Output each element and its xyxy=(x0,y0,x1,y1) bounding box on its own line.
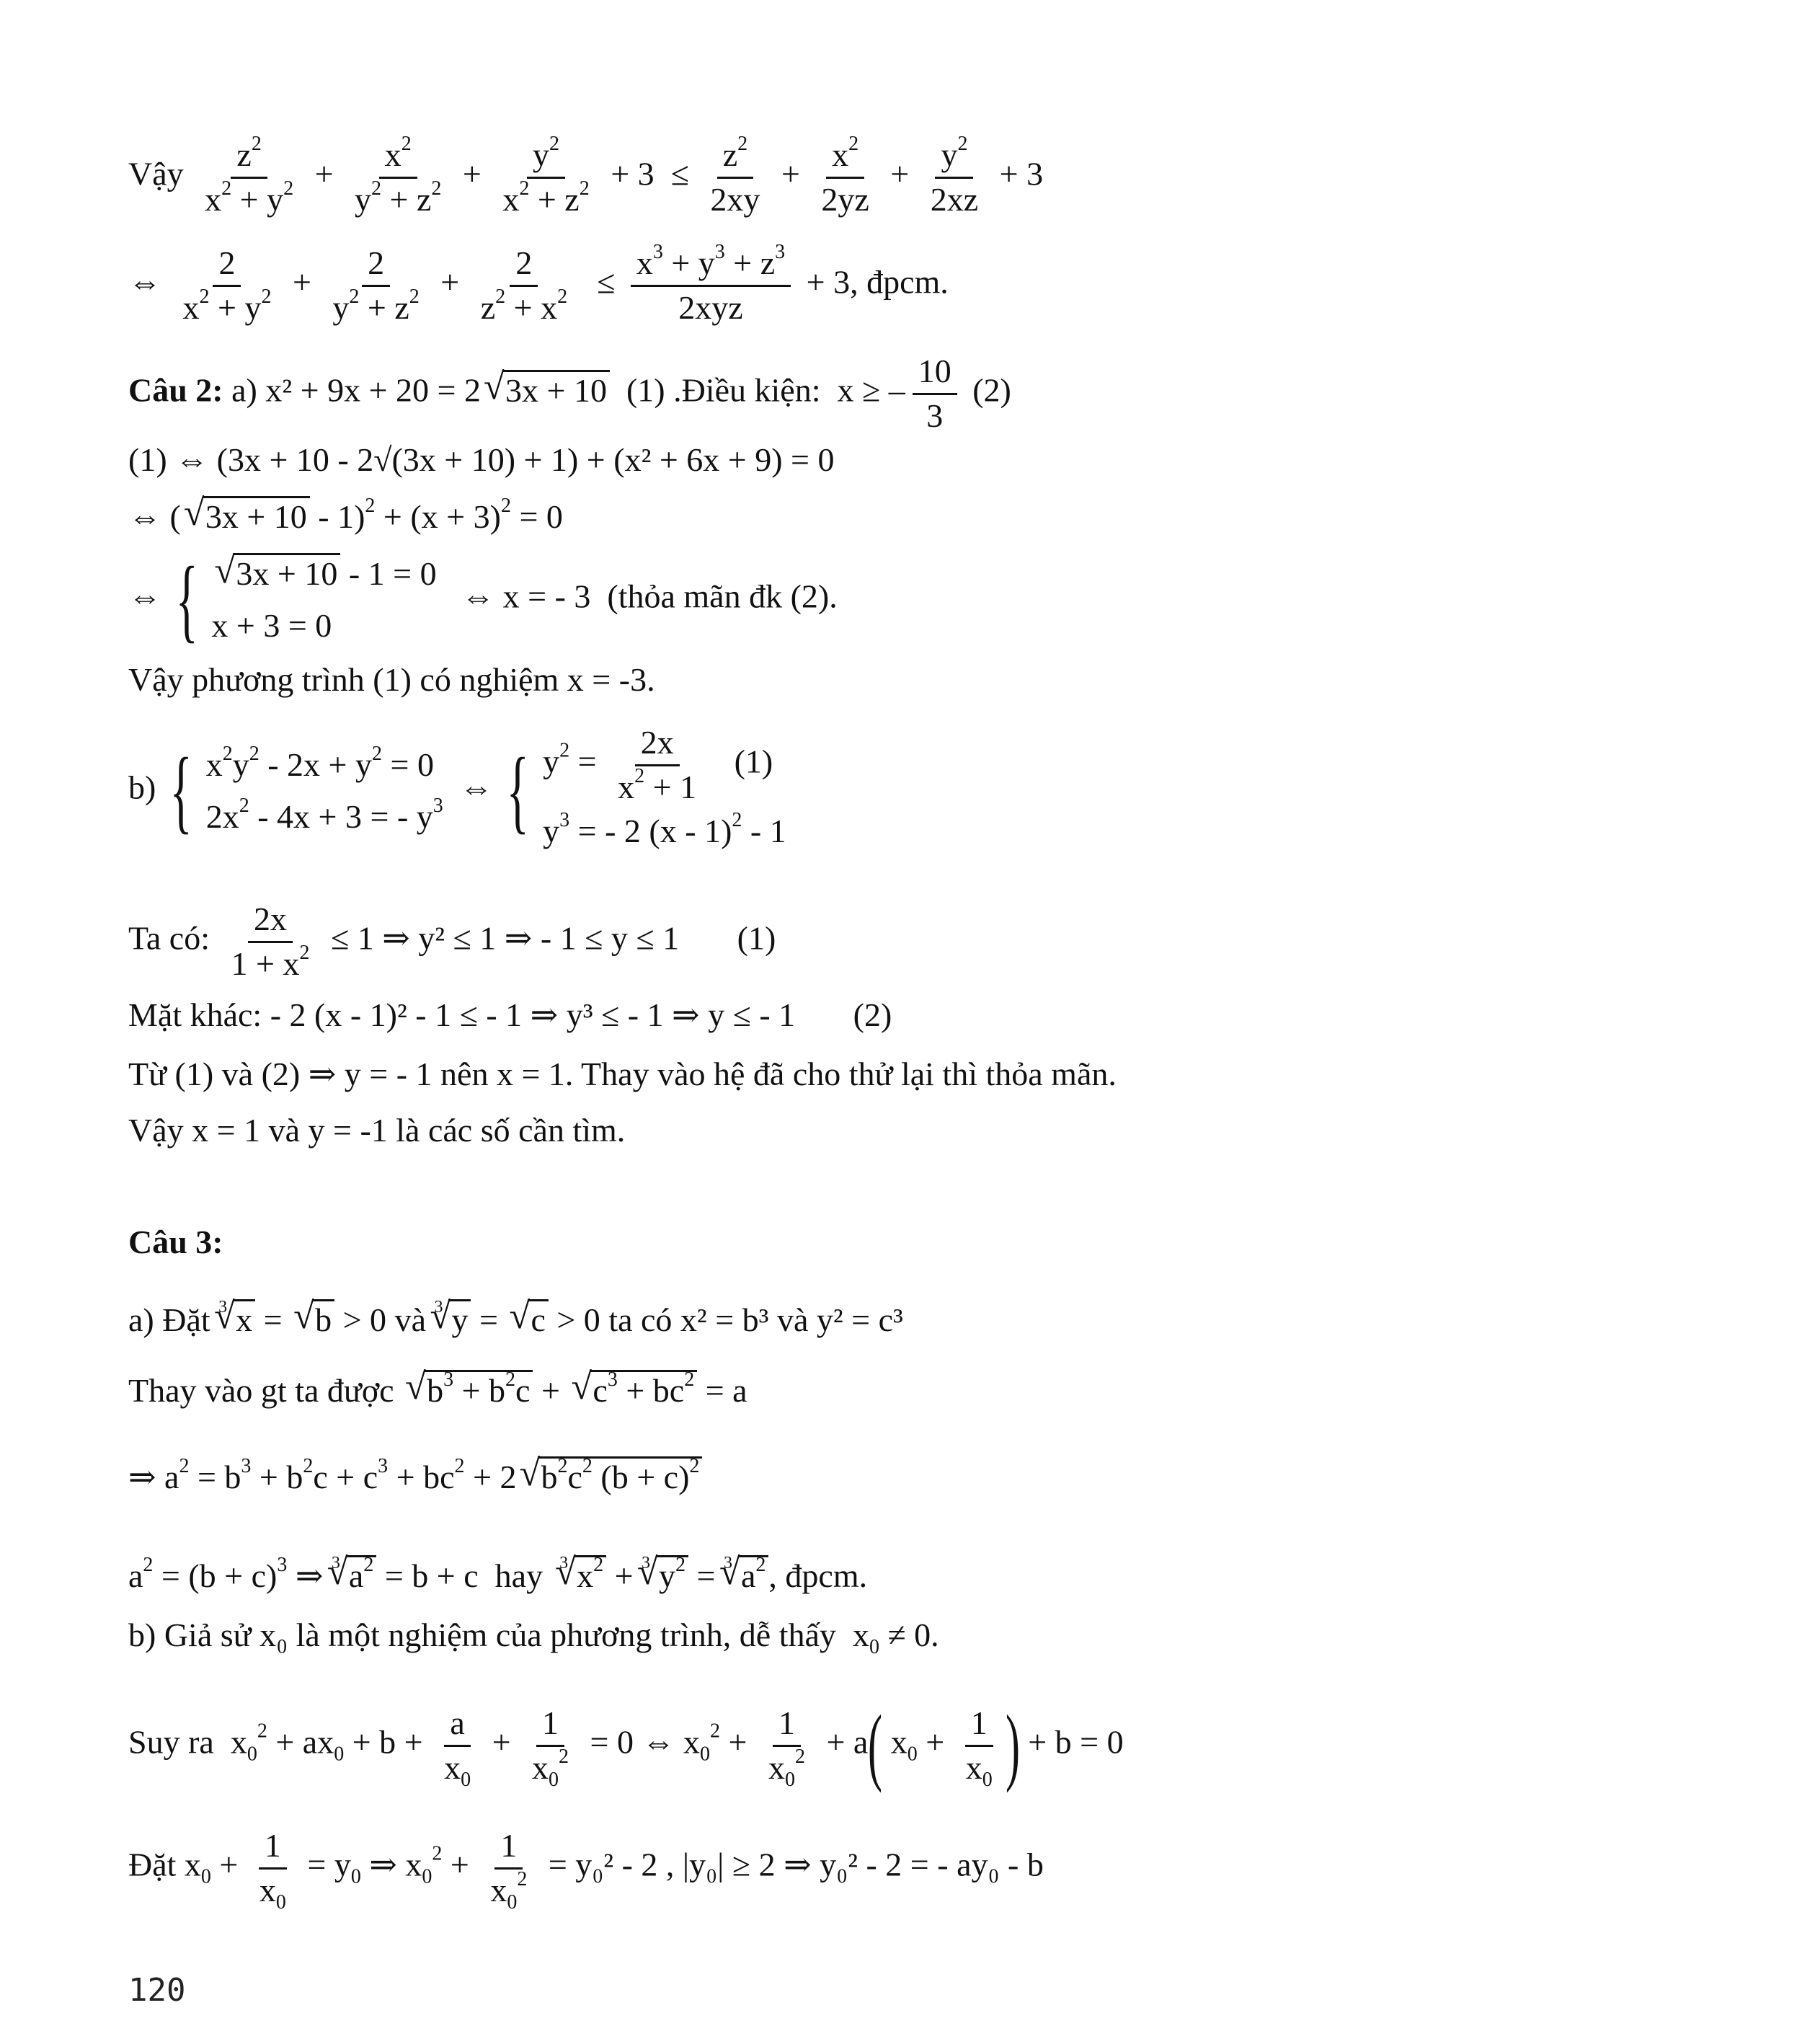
dpcm: , đpcm. xyxy=(850,263,949,301)
ketluan-line: Vậy x = 1 và y = -1 là các số cần tìm. xyxy=(128,1112,626,1149)
step-2: ⇔ (√ $3x + 10 - 1)^2 + (x + 3)^2 = 0$ xyxy=(128,496,563,537)
eq-tag: (2) xyxy=(853,996,892,1033)
word-hay: hay xyxy=(494,1557,543,1594)
last-rhs: = y₀² - 2 , |y₀| ≥ 2 ⇒ y₀² - 2 = - ay₀ - b xyxy=(548,1846,1044,1883)
part-a-label: a) xyxy=(231,371,257,409)
solution-x: ⇔ x = - 3 xyxy=(461,578,591,615)
fraction: $\frac{2}{z^2 + x^2}$ xyxy=(480,244,568,326)
check-note: (thỏa mãn đk (2). xyxy=(607,578,838,615)
eq-tag: (2) xyxy=(972,371,1011,409)
fraction: $\frac{10}{3}$ xyxy=(913,353,957,434)
cau3-title: Câu 3: xyxy=(128,1224,223,1260)
cau2-equation: x² + 9x + 20 = 2 xyxy=(265,371,481,409)
page-number: 120 xyxy=(128,1972,186,2009)
matkhac-line xyxy=(128,995,892,1035)
fraction: $\frac{y^2}{2xz}$ xyxy=(930,133,979,218)
gia-su-text: b) Giả sử x₀ là một nghiệm của phương trình, dễ thấy xyxy=(128,1616,836,1653)
matkhac-text: Mặt khác: - 2 (x - 1)² - 1 ≤ - 1 ⇒ y³ ≤ - 1 ⇒ y ≤ - 1 xyxy=(128,996,796,1033)
word-va: và xyxy=(394,1301,426,1338)
fraction: $\frac{z^2}{2xy}$ xyxy=(710,133,760,218)
fraction: $\frac{y^2}{x^2 + z^2}$ xyxy=(502,133,590,218)
gia-su-line: b) Giả sử x₀ là một nghiệm của phương trình, dễ thấy $x_0 \ne 0$. xyxy=(128,1616,939,1658)
condition-label: (1) .Điều kiện: xyxy=(626,371,821,409)
cau3-heading xyxy=(128,1222,223,1262)
taco-x-text: ta có x² = b³ và y² = c³ xyxy=(608,1301,903,1338)
step-3: ⇔ { √ 3x + 10 - 1 = 0 x + 3 = 0 ⇔ x = - 3 (thỏa mãn đk (2). xyxy=(128,548,838,652)
thayvao-line: Thay vào gt ta được √ $b^3 + b^2c$ + √ $c^3 + bc^2 = a$ xyxy=(128,1370,747,1411)
fraction: $\frac{x^3 + y^3 + z^3}{\text{2xyz}}$ xyxy=(631,245,791,326)
a2-result-line: $a^2 = (b + c)^3$ ⇒ $^3$√ $a^2 = b + c$ hay $^3$√ $x^2 + ^3√$ $y^2 = ^3√$ $a^2$, đpcm. xyxy=(128,1543,867,1596)
dat-label: Đặt xyxy=(128,1846,177,1883)
a2-line: ⇒ $a^2 = b^3 + b^2c + c^3 + bc^2 + 2√$ $b^2c^2$ $(b + c)^2$ xyxy=(128,1456,702,1497)
taco-rhs: ≤ 1 ⇒ y² ≤ 1 ⇒ - 1 ≤ y ≤ 1 xyxy=(330,919,680,957)
fraction: $\frac{x^2}{y^2 + z^2}$ xyxy=(355,133,442,218)
suyra-label: Suy ra xyxy=(128,1723,214,1761)
fraction: $\frac{z^2}{x^2 + y^2}$ xyxy=(205,133,294,218)
word-vay: Vậy xyxy=(128,155,184,193)
cau3-a-line: a) Đặt $^3$√ x = √ b > 0 và $^3$√ y = √ c > 0 ta có x² = b³ và y² = c³ xyxy=(128,1287,903,1340)
conclusion-a: Vậy phương trình (1) có nghiệm x = -3. xyxy=(128,661,655,698)
step-1: (1) ⇔ (3x + 10 - 2√(3x + 10) + 1) + (x² + 6x + 9) = 0 xyxy=(128,441,835,478)
dpcm: , đpcm. xyxy=(768,1557,868,1594)
ineq-line-1: Vậy $\frac{z^2}{x^2 + y^2}$ + $\frac{x^2}{y^2 + z^2}$ + $\frac{y^2}{x^2 + z^2}$ + 3 ≤ $\frac{z^2}{2xy}$ + $\frac{x^2}{2yz}$ + $\frac{y^2}{2xz}$ + 3 xyxy=(128,133,1044,218)
tu12-line: Từ (1) và (2) ⇒ y = - 1 nên x = 1. Thay vào hệ đã cho thử lại thì thỏa mãn. xyxy=(128,1056,1117,1092)
ineq-line-2: ⇔ $\frac{2}{x^2 + y^2}$ + $\frac{2}{y^2 + z^2}$ + $\frac{2}{z^2 + x^2}$ ≤ $\frac{x^3 + y^3 + z^3}{\text{2xyz}}$ + 3, đpcm. xyxy=(128,241,949,326)
cau2-line: Câu 2: a) x² + 9x + 20 = 2√ 3x + 10 (1) .Điều kiện: x ≥ – $\frac{10}{3}$ (2) xyxy=(128,353,1011,434)
system-b: b) { $x^2y^2 - 2x + y^2 = 0$ $2x^2 - 4x + 3$ = - $y^3$ ⇔ { $y^2$ = $\frac{2x}{x^2 + 1}$ (1) $y^3$ = - 2 (x - 1)$^2$ - 1 xyxy=(128,724,786,850)
taco-label: Ta có: xyxy=(128,919,210,957)
thayvao-label: Thay vào gt ta được xyxy=(128,1372,394,1409)
fraction: $\frac{2}{y^2 + z^2}$ xyxy=(332,244,420,326)
dat-line: Đặt $x_0$ + $\frac{1}{x_0}$ = $y_0$ ⇒ $x_0^2$ + $\frac{1}{x_0^2}$ = y₀² - 2 , |y₀| ≥ 2 ⇒ y₀² - 2 = - ay₀ - b xyxy=(128,1827,1044,1914)
sqrt: √ 3x + 10 xyxy=(484,370,610,411)
taco-line: Ta có: $\frac{2x}{1 + x^2}$ ≤ 1 ⇒ y² ≤ 1 ⇒ - 1 ≤ y ≤ 1 (1) xyxy=(128,901,776,982)
fraction: $\frac{2}{x^2 + y^2}$ xyxy=(182,244,272,326)
cau2-heading: Câu 2: xyxy=(128,371,223,409)
fraction: $\frac{x^2}{2yz}$ xyxy=(821,133,869,218)
iff-symbol: ⇔ xyxy=(128,263,161,301)
dat-a-label: a) Đặt xyxy=(128,1301,210,1338)
eq-tag: (1) xyxy=(737,919,776,957)
suyra-line: Suy ra $x_0^2 + ax_0 + b$ + $\frac{a}{x_0}$ + $\frac{1}{x_0^2}$ = 0 ⇔ $x_0^2$ + $\frac{1}{x_0^2}$ + a( $x_0$ + $\frac{1}{x_0}$ ) + b = 0 xyxy=(128,1697,1124,1794)
part-b-label: b) xyxy=(128,769,156,806)
